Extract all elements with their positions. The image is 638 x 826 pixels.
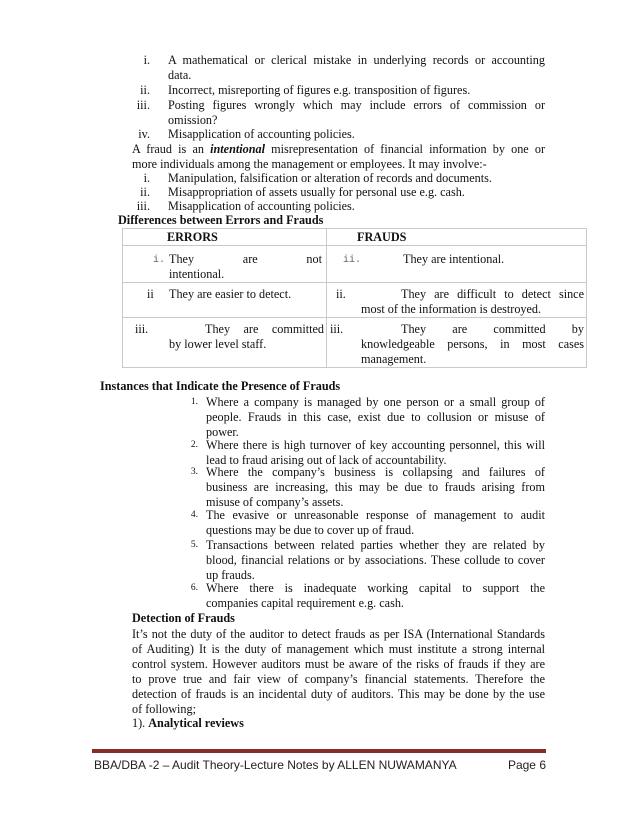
- list-number: 4.: [190, 510, 198, 520]
- list-item: Transactions between related parties whether they are related by blood, financial relations or by associations. These collude to cover up frauds.: [206, 538, 545, 582]
- list-item: A mathematical or clerical mistake in underlying records or accounting data.: [168, 53, 545, 82]
- list-number: 2.: [190, 440, 198, 450]
- table-header-errors: ERRORS: [123, 229, 327, 246]
- list-number: 3.: [190, 467, 198, 477]
- list-item: Misappropriation of assets usually for personal use e.g. cash.: [168, 185, 465, 199]
- list-item: The evasive or unreasonable response of management to audit questions may be due to cover up of fraud.: [206, 508, 545, 537]
- list-item: Where there is high turnover of key accounting personnel, this will lead to fraud arising out of lack of accountability.: [206, 438, 545, 467]
- list-item: Manipulation, falsification or alteration of records and documents.: [168, 171, 492, 185]
- list-number: 5.: [190, 540, 198, 550]
- table-cell: i. They are not intentional.: [123, 246, 327, 283]
- detection-heading: Detection of Frauds: [132, 611, 235, 625]
- list-number: 1.: [190, 397, 198, 407]
- table-cell: ii They are easier to detect.: [123, 283, 327, 318]
- page-footer: [94, 758, 546, 772]
- list-number: iv.: [138, 127, 150, 141]
- list-item: Where a company is managed by one person or a small group of people. Frauds in this case, exist due to collusion or misuse of power.: [206, 395, 545, 439]
- list-number: i.: [143, 171, 150, 185]
- detection-paragraph: It’s not the duty of the auditor to detect frauds as per ISA (International Standards of Auditing) It is the duty of management which must institute a strong internal control system. However auditors must be aware of the risks of frauds if they are to prove true and fair view of company’s financial statements. Therefore the detection of frauds is an incidental duty of auditors. This may be done by the use of following;: [132, 627, 545, 716]
- list-item: Misapplication of accounting policies.: [168, 199, 355, 213]
- table-row: [123, 246, 587, 283]
- table-cell: iii. They are committed by lower level staff.: [123, 318, 327, 368]
- table-header-frauds: FRAUDS: [327, 229, 587, 246]
- fraud-definition: A fraud is an intentional misrepresentation of financial information by one or more individuals among the management or employees. It may involve:-: [132, 142, 546, 171]
- table-header-row: [123, 229, 587, 246]
- errors-frauds-table: [122, 228, 587, 368]
- list-item: Incorrect, misreporting of figures e.g. transposition of figures.: [168, 83, 471, 97]
- list-number: iii.: [136, 98, 150, 112]
- table-row: [123, 283, 587, 318]
- list-item: Where the company’s business is collapsing and failures of business are increasing, this may be due to frauds arising from misuse of company’s assets.: [206, 465, 545, 509]
- list-item: Misapplication of accounting policies.: [168, 127, 355, 141]
- table-row: [123, 318, 587, 368]
- list-item: Where there is inadequate working capital to support the companies capital requirement e.g. cash.: [206, 581, 545, 610]
- differences-heading: Differences between Errors and Frauds: [118, 213, 324, 227]
- list-number: i.: [143, 53, 150, 67]
- table-cell: ii. They are intentional.: [327, 246, 587, 283]
- footer-course-title: BBA/DBA -2 – Audit Theory-Lecture Notes by ALLEN NUWAMANYA: [94, 758, 457, 772]
- list-number: iii.: [136, 199, 150, 213]
- list-number: ii.: [140, 185, 150, 199]
- list-number: ii.: [140, 83, 150, 97]
- list-item: Posting figures wrongly which may include errors of commission or omission?: [168, 98, 545, 127]
- footer-rule: [92, 749, 546, 753]
- instances-heading: Instances that Indicate the Presence of Frauds: [100, 379, 341, 393]
- table-cell: ii. They are difficult to detect since most of the information is destroyed.: [327, 283, 587, 318]
- list-number: 6.: [190, 583, 198, 593]
- page-number: Page 6: [507, 758, 546, 772]
- table-cell: iii. They are committed by knowledgeable persons, in most cases management.: [327, 318, 587, 368]
- analytical-reviews-item: 1). Analytical reviews: [132, 716, 244, 730]
